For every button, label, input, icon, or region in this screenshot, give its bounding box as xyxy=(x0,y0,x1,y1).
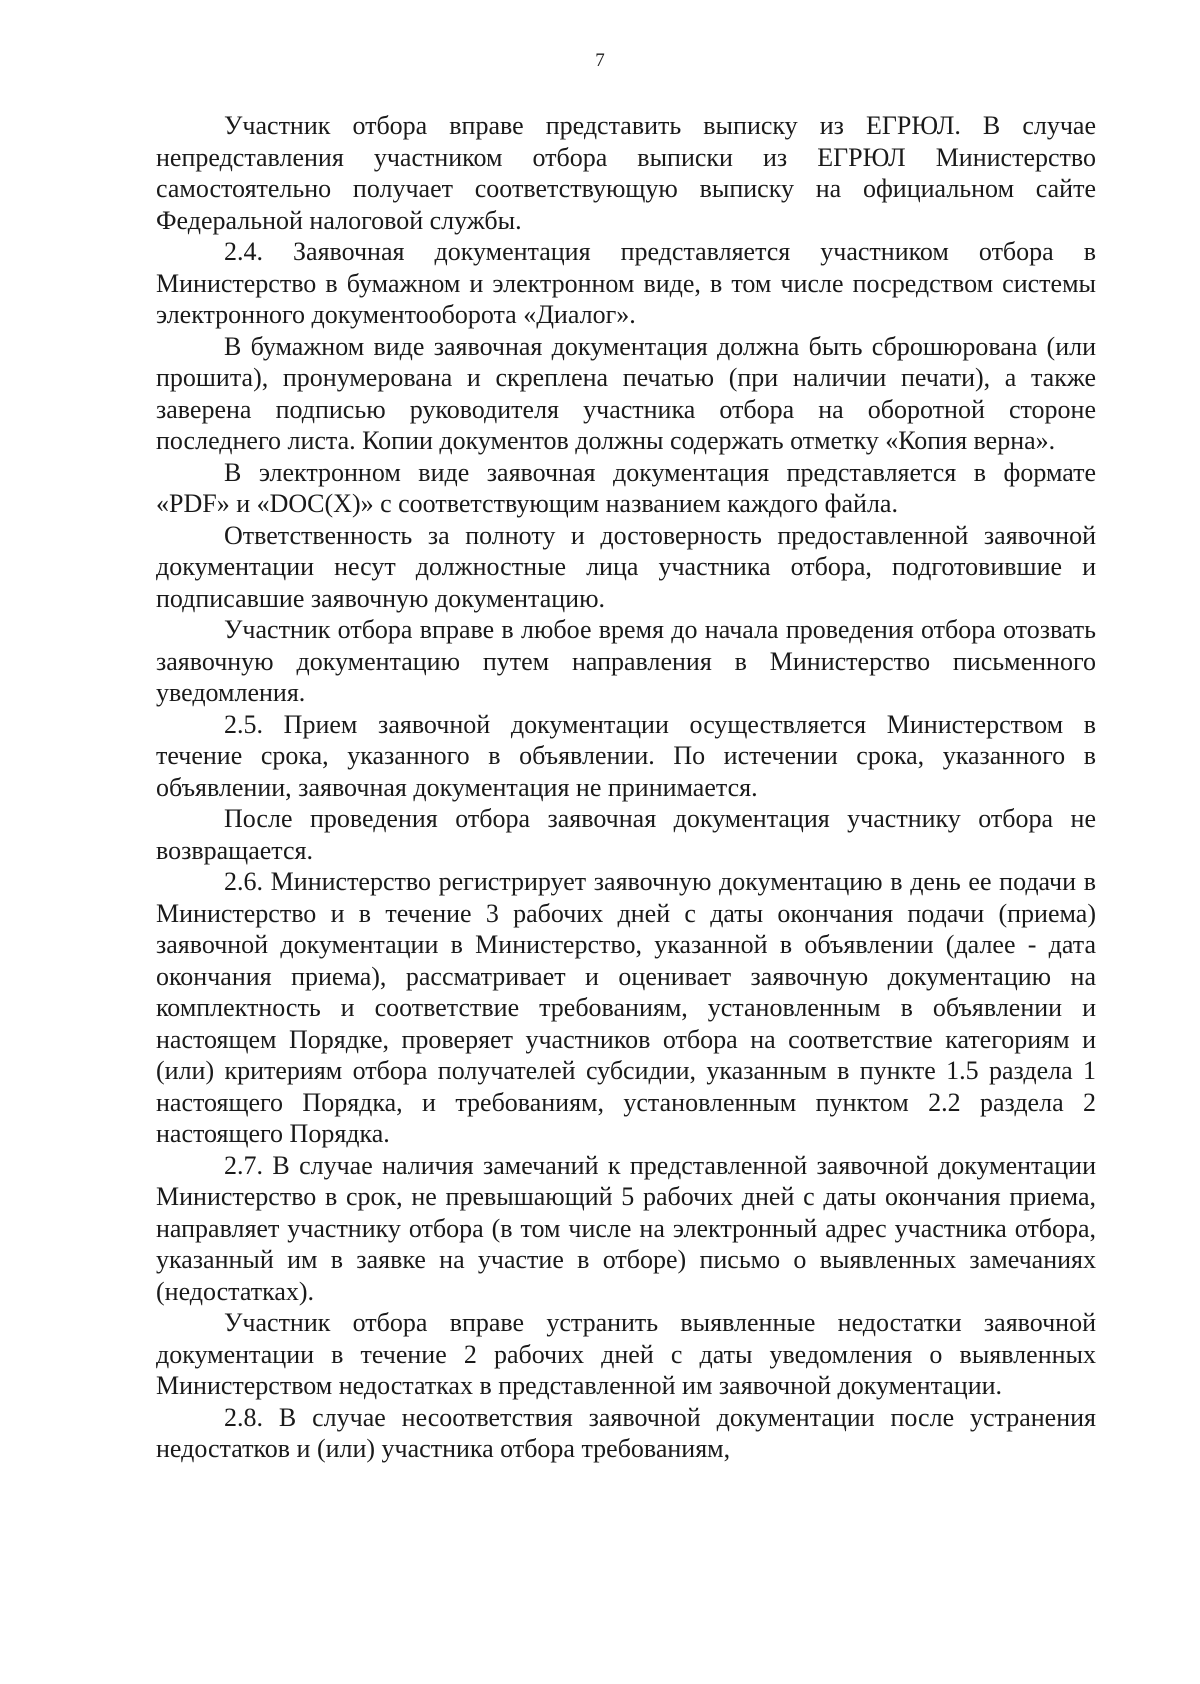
paragraph-2-7: 2.7. В случае наличия замечаний к представленной заявочной документации Министерство в срок, не превышающий 5 рабочих дней с даты окончания приема, направляет участнику отбора (в том числе на электронный адрес участника отбора, указанный им в заявке на участие в отборе) письмо о выявленных замечаниях (недостатках). xyxy=(156,1150,1096,1306)
paragraph-responsibility: Ответственность за полноту и достоверность предоставленной заявочной документации несут должностные лица участника отбора, подготовившие и подписавшие заявочную документацию. xyxy=(156,520,1096,613)
paragraph-2-6: 2.6. Министерство регистрирует заявочную документацию в день ее подачи в Министерство и в течение 3 рабочих дней с даты окончания подачи (приема) заявочной документации в Министерство, указанной в объявлении (далее - дата окончания приема), рассматривает и оценивает заявочную документацию на комплектность и соответствие требованиям, установленным в объявлении и настоящем Порядке, проверяет участников отбора на соответствие категориям и (или) критериям отбора получателей субсидии, указанным в пункте 1.5 раздела 1 настоящего Порядка, и требованиям, установленным пунктом 2.2 раздела 2 настоящего Порядка. xyxy=(156,867,1096,1148)
paragraph-2-8: 2.8. В случае несоответствия заявочной документации после устранения недостатков и (или) участника отбора требованиям, xyxy=(156,1402,1096,1463)
document-body xyxy=(156,110,1096,1465)
paragraph-egrul-extract: Участник отбора вправе представить выписку из ЕГРЮЛ. В случае непредставления участником отбора выписки из ЕГРЮЛ Министерство самостоятельно получает соответствующую выписку на официальном сайте Федеральной налоговой службы. xyxy=(156,111,1096,235)
paragraph-electronic-form: В электронном виде заявочная документация представляется в формате «PDF» и «DOC(X)» с соответствующим названием каждого файла. xyxy=(156,457,1096,518)
paragraph-2-4: 2.4. Заявочная документация представляется участником отбора в Министерство в бумажном и электронном виде, в том числе посредством системы электронного документооборота «Диалог». xyxy=(156,237,1096,329)
paragraph-not-returned: После проведения отбора заявочная документация участнику отбора не возвращается. xyxy=(156,804,1096,865)
paragraph-remedy-deficiencies: Участник отбора вправе устранить выявленные недостатки заявочной документации в течение 2 рабочих дней с даты уведомления о выявленных Министерством недостатках в представленной им заявочной документации. xyxy=(156,1308,1096,1400)
page-number: 7 xyxy=(595,50,605,71)
paragraph-paper-form: В бумажном виде заявочная документация должна быть сброшюрована (или прошита), пронумерована и скреплена печатью (при наличии печати), а также заверена подписью руководителя участника отбора на оборотной стороне последнего листа. Копии документов должны содержать отметку «Копия верна». xyxy=(156,331,1096,455)
paragraph-2-5: 2.5. Прием заявочной документации осуществляется Министерством в течение срока, указанного в объявлении. По истечении срока, указанного в объявлении, заявочная документация не принимается. xyxy=(156,709,1096,802)
paragraph-withdrawal: Участник отбора вправе в любое время до начала проведения отбора отозвать заявочную документацию путем направления в Министерство письменного уведомления. xyxy=(156,615,1096,707)
